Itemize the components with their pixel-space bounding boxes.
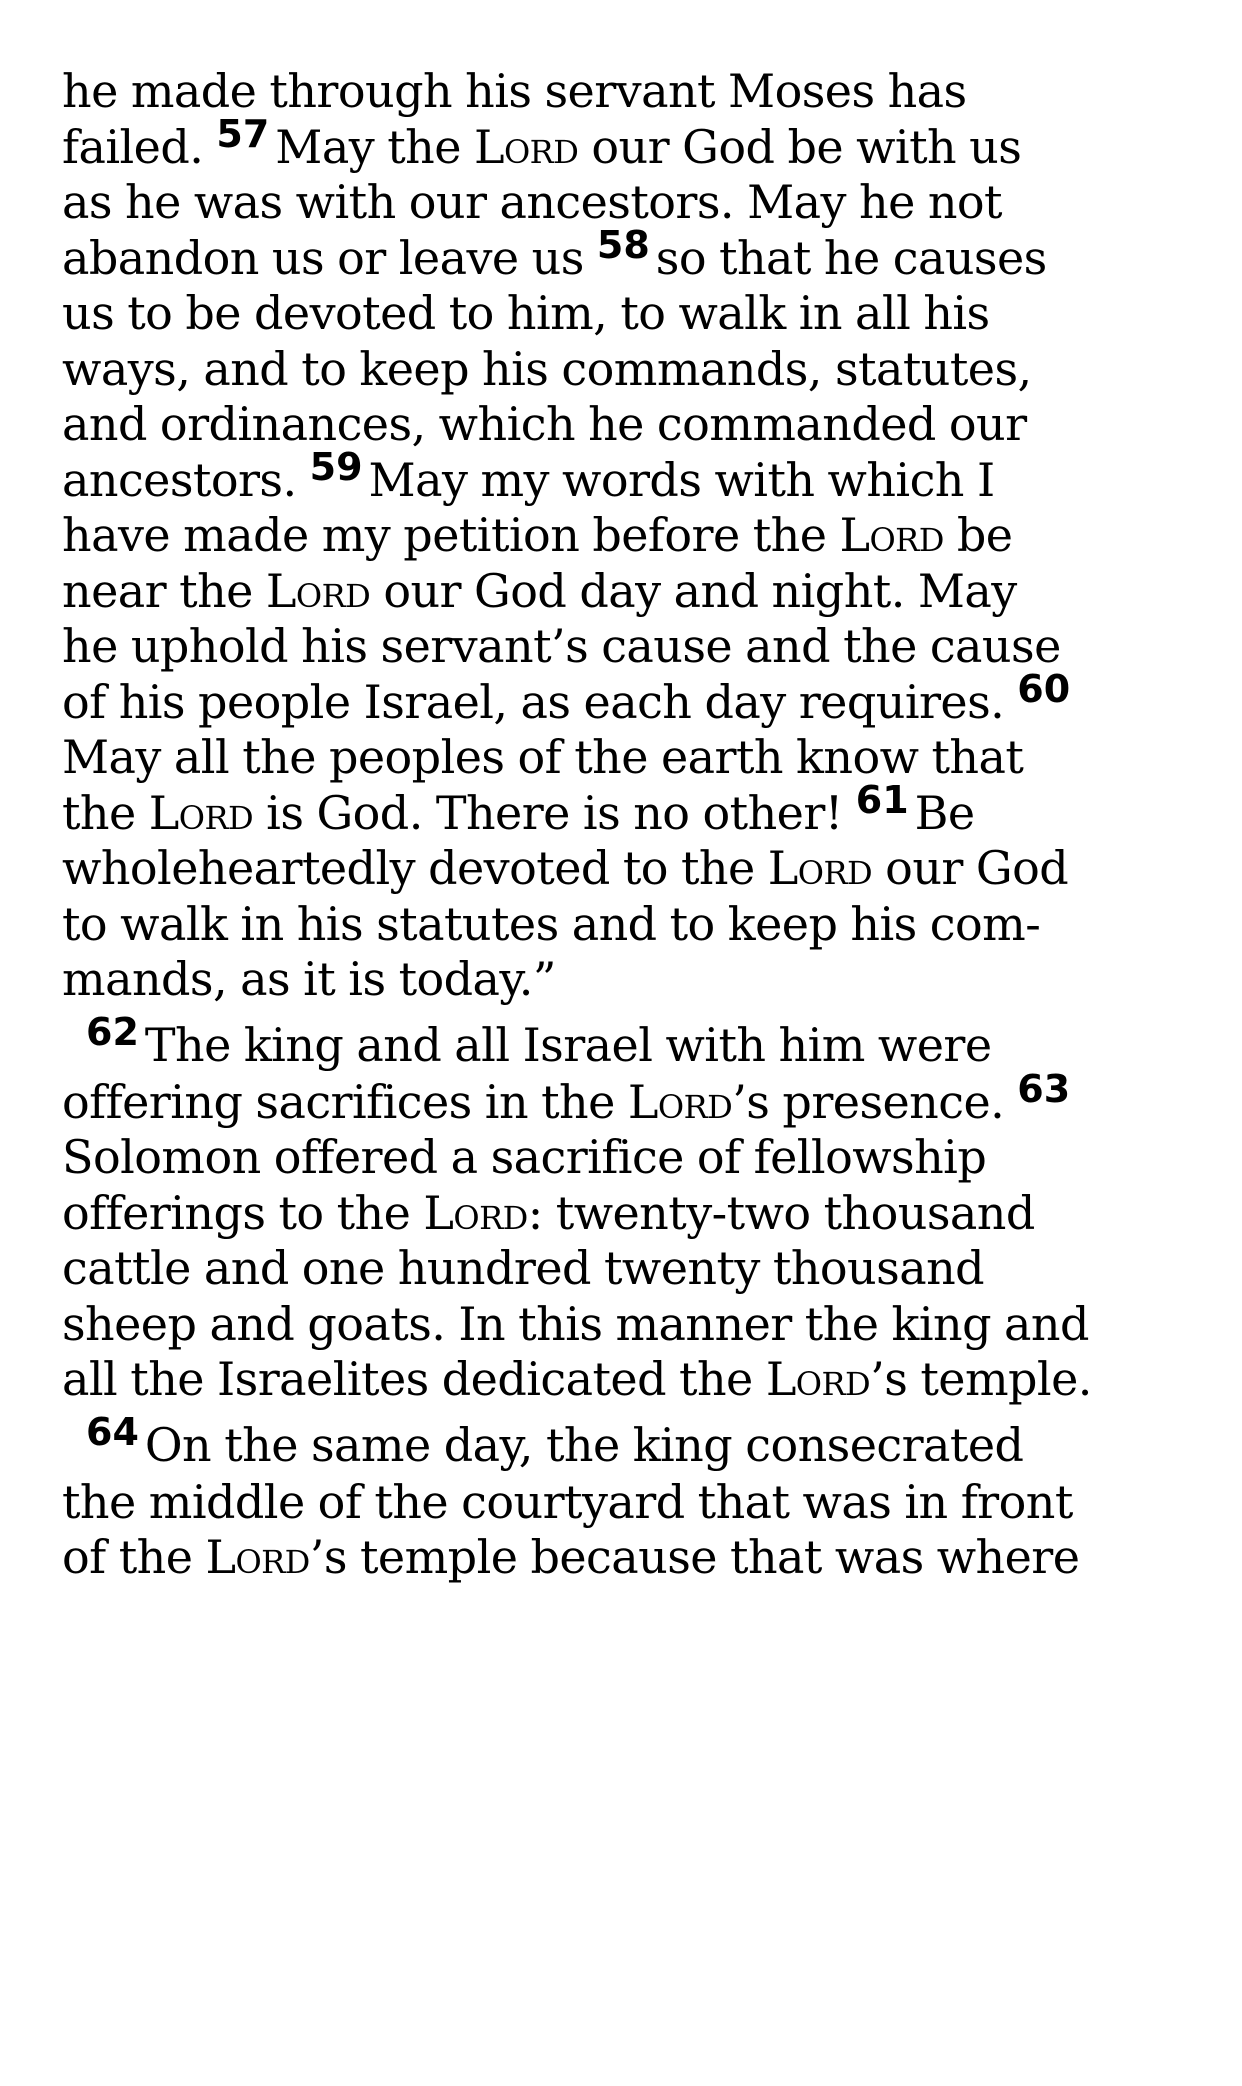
text-line: us to be devoted to him, to walk in all his xyxy=(62,286,990,340)
divine-name: Lord xyxy=(205,1530,310,1584)
verse-number: 58 xyxy=(596,223,650,267)
text-line: abandon us or leave us $^{58}$ so that he causes xyxy=(62,223,1047,285)
text-line: mands, as it is today.” xyxy=(62,952,556,1006)
text-line: to walk in his statutes and to keep his com- xyxy=(62,897,1041,951)
text-line: have made my petition before the Lord be xyxy=(62,508,1013,562)
text-line: of the Lord’s temple because that was where xyxy=(62,1530,1080,1584)
text-line: all the Israelites dedicated the Lord’s temple. xyxy=(62,1352,1092,1406)
verse-number: 63 xyxy=(1017,1067,1071,1111)
text-line: and ordinances, which he commanded our xyxy=(62,397,1027,451)
text-line: offerings to the Lord: twenty-two thousand xyxy=(62,1186,1035,1240)
text-line: Solomon offered a sacrifice of fellowship xyxy=(62,1130,987,1184)
text-line: the middle of the courtyard that was in front xyxy=(62,1475,1073,1529)
paragraph-start-line: $^{62}$ The king and all Israel with him were xyxy=(86,1010,992,1072)
divine-name: Lord xyxy=(265,564,371,618)
text-line: near the Lord our God day and night. May xyxy=(62,564,1017,618)
text-line: ways, and to keep his commands, statutes, xyxy=(62,342,1032,396)
text-line: wholeheartedly devoted to the Lord our God xyxy=(62,841,1069,895)
divine-name: Lord xyxy=(627,1075,733,1129)
verse-number: 62 xyxy=(86,1010,139,1054)
text-line: the Lord is God. There is no other! $^{61}$ Be xyxy=(62,778,975,840)
divine-name: Lord xyxy=(765,1352,871,1406)
text-line: sheep and goats. In this manner the king and xyxy=(62,1297,1089,1351)
text-line: May all the peoples of the earth know that xyxy=(62,730,1024,784)
verse-number: 57 xyxy=(216,112,270,156)
divine-name: Lord xyxy=(767,841,873,895)
text-line: offering sacrifices in the Lord’s presence. $^{63}$ xyxy=(62,1067,1071,1129)
text-line: he made through his servant Moses has xyxy=(62,64,967,118)
verse-number: 59 xyxy=(309,445,363,489)
text-line: of his people Israel, as each day requires. $^{60}$ xyxy=(62,667,1071,729)
divine-name: Lord xyxy=(473,120,579,174)
text-line: as he was with our ancestors. May he not xyxy=(62,175,1002,229)
divine-name: Lord xyxy=(423,1186,528,1240)
verse-number: 64 xyxy=(86,1410,139,1454)
paragraph-start-line: $^{64}$ On the same day, the king consecrated xyxy=(86,1410,1024,1472)
text-line: failed. $^{57}$ May the Lord our God be with us xyxy=(62,112,1022,174)
verse-number: 61 xyxy=(855,778,909,822)
text-line: cattle and one hundred twenty thousand xyxy=(62,1241,985,1295)
text-line: ancestors. $^{59}$ May my words with which I xyxy=(62,445,995,507)
divine-name: Lord xyxy=(839,508,944,562)
text-line: he uphold his servant’s cause and the cause xyxy=(62,619,1061,673)
verse-number: 60 xyxy=(1017,667,1071,711)
divine-name: Lord xyxy=(148,786,254,840)
